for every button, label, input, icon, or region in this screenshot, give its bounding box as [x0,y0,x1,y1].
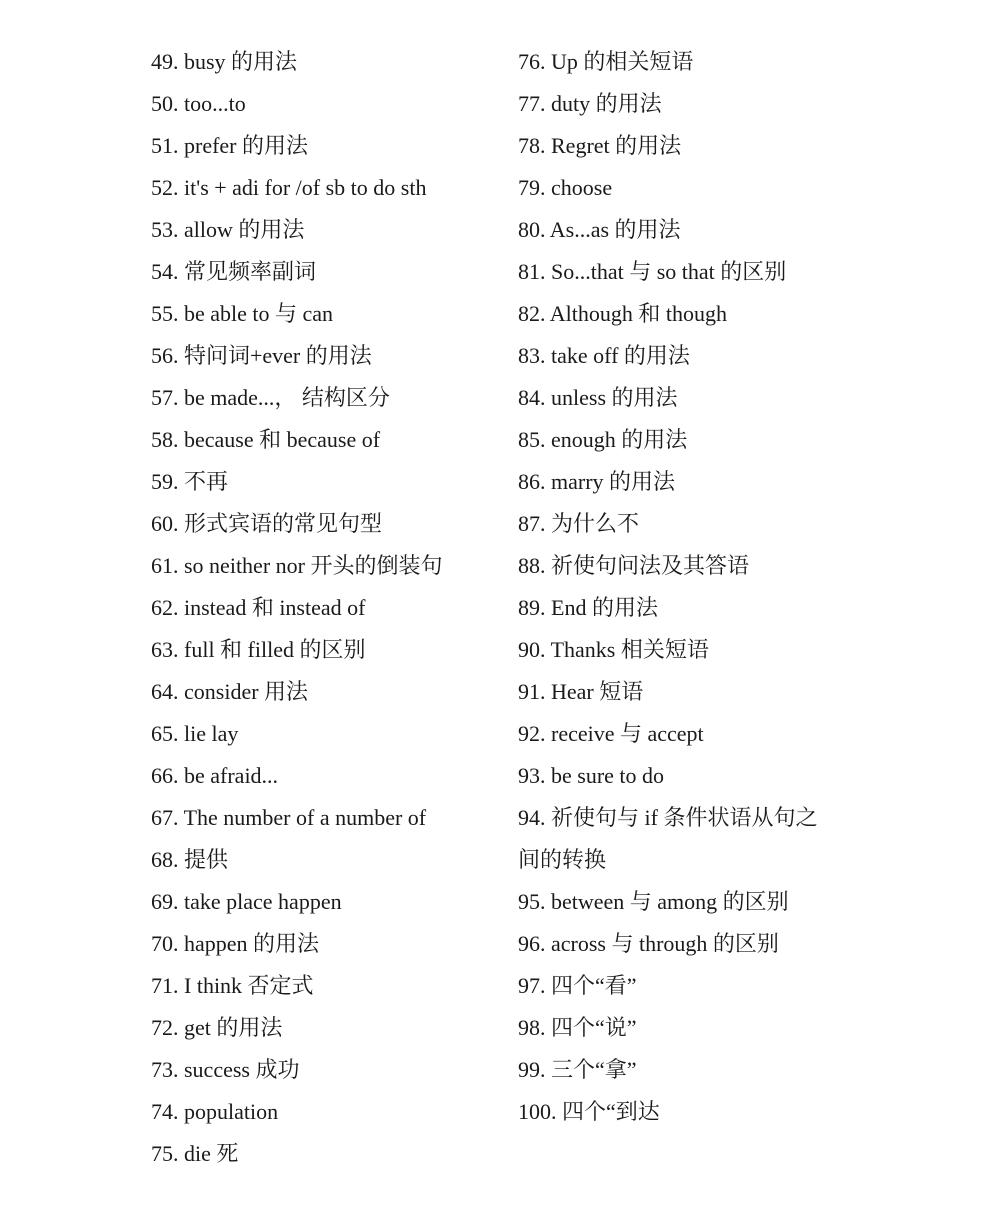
list-item: 70. happen 的用法 [151,931,320,956]
list-item: 77. duty 的用法 [518,91,662,116]
list-item: 81. So...that 与 so that 的区别 [518,259,787,284]
list-item: 74. population [151,1099,279,1124]
list-item: 79. choose [518,175,613,200]
list-item: 55. be able to 与 can [151,301,334,326]
list-item: 66. be afraid... [151,763,279,788]
list-item: 51. prefer 的用法 [151,133,309,158]
list-item: 100. 四个“到达 [518,1099,660,1124]
right-column-list [518,44,858,1136]
list-item: 56. 特问词+ever 的用法 [151,343,372,368]
list-item: 67. The number of a number of [151,805,427,830]
list-item: 52. it's + adi for /of sb to do sth [151,175,427,200]
list-item: 64. consider 用法 [151,679,309,704]
list-item: 75. die 死 [151,1141,239,1166]
list-item: 62. instead 和 instead of [151,595,366,620]
list-item: 86. marry 的用法 [518,469,676,494]
list-item: 58. because 和 because of [151,427,381,452]
list-item: 91. Hear 短语 [518,679,644,704]
list-item: 89. End 的用法 [518,595,658,620]
list-item: 99. 三个“拿” [518,1057,637,1082]
list-item: 间的转换 [518,847,607,872]
left-column-list [151,44,501,1178]
list-item: 65. lie lay [151,721,239,746]
list-item: 80. As...as 的用法 [518,217,681,242]
list-item: 88. 祈使句问法及其答语 [518,553,750,578]
list-item: 78. Regret 的用法 [518,133,682,158]
list-item: 69. take place happen [151,889,342,914]
list-item: 63. full 和 filled 的区别 [151,637,366,662]
list-item: 57. be made...， 结构区分 [151,385,390,410]
list-item: 96. across 与 through 的区别 [518,931,779,956]
list-item: 90. Thanks 相关短语 [518,637,709,662]
list-item: 84. unless 的用法 [518,385,678,410]
list-item: 83. take off 的用法 [518,343,690,368]
list-item: 53. allow 的用法 [151,217,305,242]
list-item: 73. success 成功 [151,1057,300,1082]
list-item: 60. 形式宾语的常见句型 [151,511,383,536]
list-item: 94. 祈使句与 if 条件状语从句之 [518,805,818,830]
list-item: 68. 提供 [151,847,229,872]
list-item: 87. 为什么不 [518,511,640,536]
list-item: 95. between 与 among 的区别 [518,889,789,914]
list-item: 72. get 的用法 [151,1015,283,1040]
list-item: 97. 四个“看” [518,973,637,998]
list-item: 49. busy 的用法 [151,49,298,74]
list-item: 93. be sure to do [518,763,665,788]
list-item: 71. I think 否定式 [151,973,314,998]
list-item: 76. Up 的相关短语 [518,49,694,74]
list-item: 54. 常见频率副词 [151,259,317,284]
list-item: 98. 四个“说” [518,1015,637,1040]
list-item: 59. 不再 [151,469,229,494]
list-item: 50. too...to [151,91,246,116]
list-item: 92. receive 与 accept [518,721,704,746]
list-item: 85. enough 的用法 [518,427,688,452]
list-item: 82. Although 和 though [518,301,728,326]
list-item: 61. so neither nor 开头的倒装句 [151,553,443,578]
